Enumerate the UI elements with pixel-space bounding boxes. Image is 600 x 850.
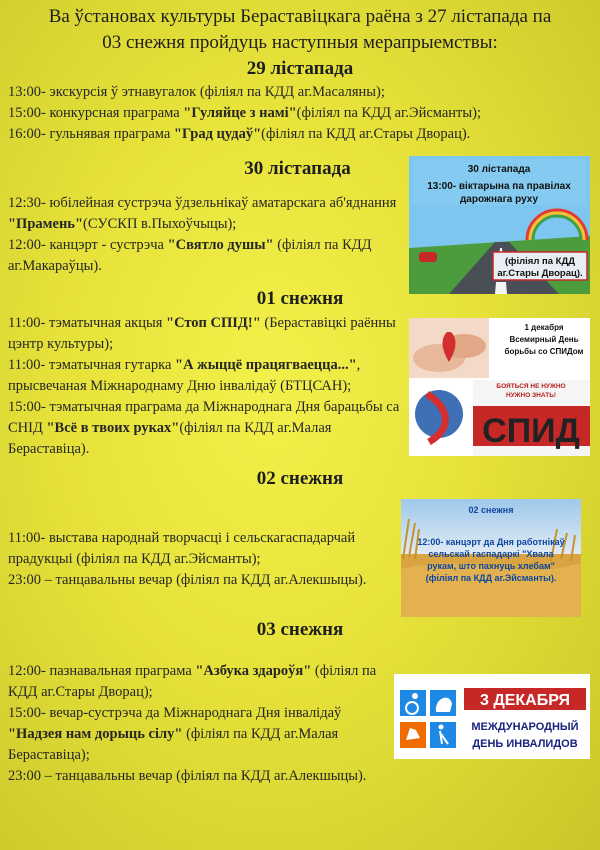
event-name: "Надзея нам дорыць сілу" <box>8 726 183 742</box>
event-name: "Святло душы" <box>167 237 274 253</box>
event-line: 15:00- тэматычная праграма да Міжнароднага Дня барацьбы са СНІД "Всё в твоих руках"(філіял па КДД аг.Малая Бераставіца). <box>8 399 400 457</box>
event-name: "А жыццё працягваецца..." <box>175 357 357 373</box>
event-line: 23:00 – танцавальны вечар (філіял па КДД аг.Алекшыцы). <box>8 768 367 784</box>
aids-poster-word: СПИД <box>482 412 580 450</box>
event-name: "Прамень" <box>8 216 84 232</box>
aids-poster-slogan-2: НУЖНО ЗНАТЬ! <box>505 392 557 399</box>
event-line: 11:00- выстава народнай творчасці і сельскагаспадарчай прадукцыі (філіял па КДД аг.Эйсманты); <box>8 530 356 567</box>
day-heading-29-nov: 29 лістапада <box>246 58 354 79</box>
events-03-dec <box>8 661 393 787</box>
events-01-dec <box>8 313 403 460</box>
title-line-1: Ва ўстановах культуры Бераставіцкага раёна з 27 лістапада па <box>48 6 552 27</box>
harvest-poster-date: 02 снежня <box>468 505 514 515</box>
road-poster-venue-2: аг.Стары Дворац). <box>497 268 583 279</box>
road-poster-text-1: 13:00- віктарына па правілах <box>427 181 571 192</box>
disability-poster-date: 3 ДЕКАБРЯ <box>479 692 571 709</box>
title-line-2: 03 снежня пройдуць наступныя мерапрыемствы: <box>102 32 498 53</box>
event-line: 11:00- тэматычная акцыя "Стоп СПІД!" (Бераставіцкі раённы цэнтр культуры); <box>8 315 396 352</box>
disability-day-poster <box>394 674 590 759</box>
event-line: 12:00- канцэрт - сустрэча "Святло душы" (філіял па КДД аг.Макараўцы). <box>8 237 372 274</box>
event-name: "Стоп СПІД!" <box>166 315 261 331</box>
event-name: "Азбука здароўя" <box>195 663 312 679</box>
event-name: "Град цудаў" <box>173 126 262 142</box>
event-line: 12:00- пазнавальная праграма "Азбука здароўя" (філіял па КДД аг.Стары Дворац); <box>8 663 377 700</box>
event-line: 16:00- гульнявая праграма "Град цудаў"(філіял па КДД аг.Стары Дворац). <box>8 126 471 142</box>
events-30-nov <box>8 193 403 277</box>
aids-day-poster <box>409 318 590 456</box>
event-line: 15:00- вечар-сустрэча да Міжнароднага Дня інвалідаў "Надзея нам дорыць сілу" (філіял па КДД аг.Малая Бераставіца); <box>8 705 342 763</box>
aids-poster-line-2: Всемирный День <box>509 335 579 344</box>
aids-poster-slogan-1: БОЯТЬСЯ НЕ НУЖНО <box>496 383 566 390</box>
aids-poster-line-3: борьбы со СПИДом <box>504 347 584 356</box>
events-29-nov <box>8 82 593 145</box>
event-name: "Гуляйце з намі" <box>183 105 297 121</box>
disability-poster-line-2: ДЕНЬ ИНВАЛИДОВ <box>472 738 578 750</box>
event-line: 11:00- тэматычная гутарка "А жыццё працягваецца...", прысвечаная Міжнароднаму Дню інвалідаў (БТЦСАН); <box>8 357 361 394</box>
harvest-poster <box>401 499 581 617</box>
events-02-dec <box>8 528 403 591</box>
road-poster-text-2: дарожнага руху <box>459 194 539 205</box>
harvest-poster-line-2: сельскай гаспадаркі "Хвала <box>428 549 554 559</box>
day-heading-30-nov: 30 лістапада <box>244 158 351 179</box>
event-name: "Всё в твоих руках" <box>46 420 180 436</box>
event-line: 23:00 – танцавальны вечар (філіял па КДД аг.Алекшыцы). <box>8 572 367 588</box>
event-line: 15:00- конкурсная праграма "Гуляйце з намі"(філіял па КДД аг.Эйсманты); <box>8 105 481 121</box>
harvest-poster-line-1: 12:00- канцэрт да Дня работнікаў <box>417 537 565 547</box>
day-heading-01-dec: 01 снежня <box>256 288 344 309</box>
harvest-poster-line-4: (філіял па КДД аг.Эйсманты). <box>425 573 557 583</box>
road-poster-date: 30 лістапада <box>467 164 531 175</box>
harvest-poster-line-3: рукам, што пахнуць хлебам" <box>427 561 555 571</box>
day-heading-03-dec: 03 снежня <box>256 619 344 640</box>
page-title <box>0 4 600 56</box>
road-poster-venue-1: (філіял па КДД <box>504 256 576 267</box>
road-safety-poster <box>409 156 590 294</box>
aids-poster-line-1: 1 декабря <box>524 323 564 332</box>
event-line: 12:30- юбілейная сустрэча ўдзельнікаў аматарскага аб'яднання "Прамень"(СУСКП в.Пыхоўчыцы); <box>8 195 397 232</box>
disability-poster-line-1: МЕЖДУНАРОДНЫЙ <box>471 721 579 733</box>
day-heading-02-dec: 02 снежня <box>256 468 344 489</box>
event-line: 13:00- экскурсія ў этнавугалок (філіял па КДД аг.Масаляны); <box>8 84 385 100</box>
